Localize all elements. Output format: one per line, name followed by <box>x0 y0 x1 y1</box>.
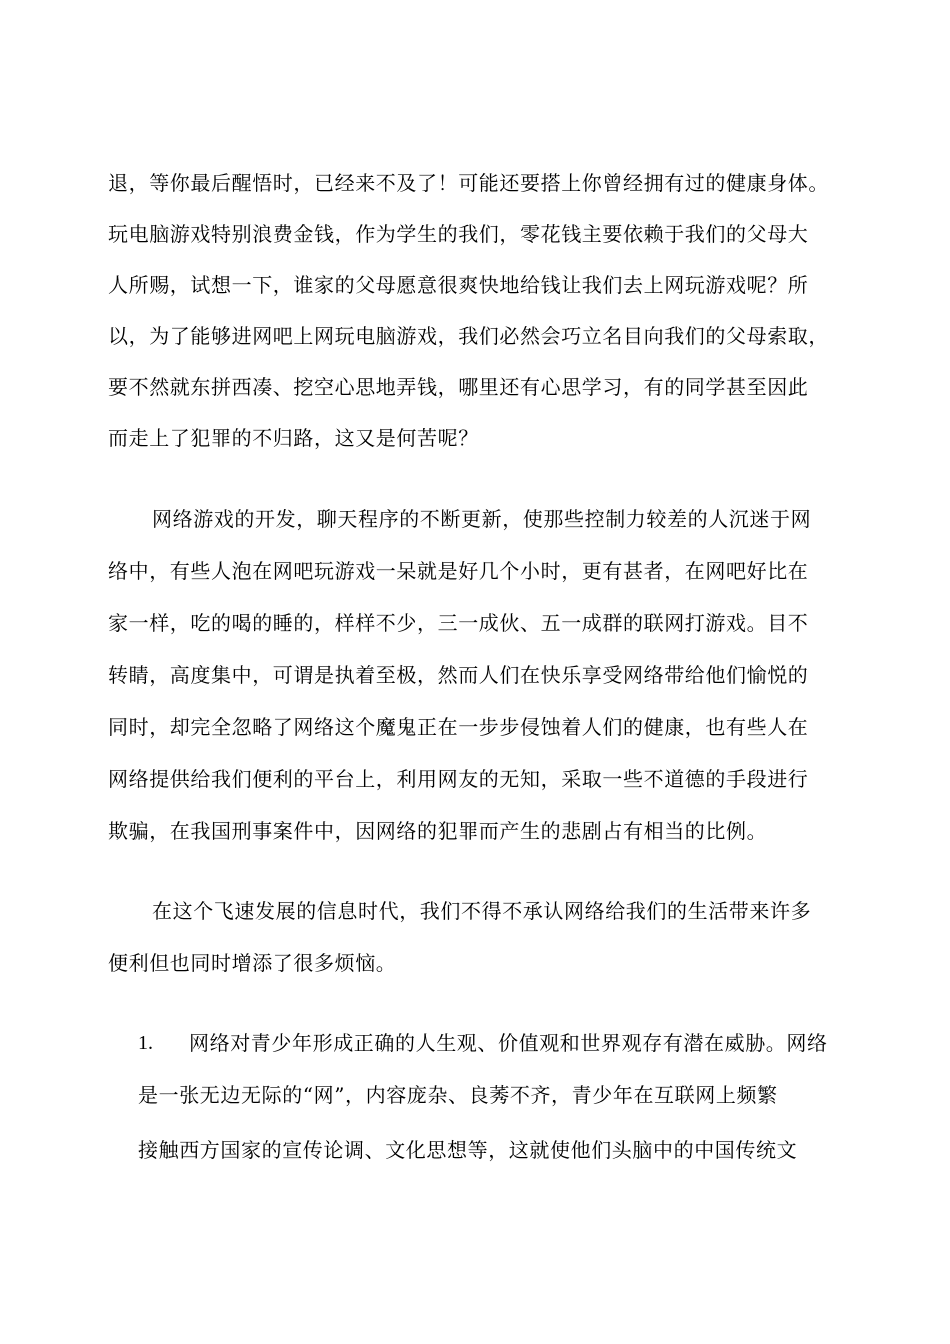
list-item-line-3: 接触西方国家的宣传论调、文化思想等，这就使他们头脑中的中国传统文 <box>138 1138 798 1162</box>
paragraph-2-line-7: 欺骗，在我国刑事案件中，因网络的犯罪而产生的悲剧占有相当的比例。 <box>108 819 768 843</box>
paragraph-3-line-2: 便利但也同时增添了很多烦恼。 <box>108 951 397 975</box>
paragraph-1-line-3: 人所赐，试想一下，谁家的父母愿意很爽快地给钱让我们去上网玩游戏呢？所 <box>108 273 809 297</box>
list-item-line-2: 是一张无边无际的“网”，内容庞杂、良莠不齐，青少年在互联网上频繁 <box>138 1083 778 1107</box>
paragraph-1-line-1: 退，等你最后醒悟时，已经来不及了！可能还要搭上你曾经拥有过的健康身体。 <box>108 171 829 195</box>
paragraph-2-line-5: 同时，却完全忽略了网络这个魔鬼正在一步步侵蚀着人们的健康，也有些人在 <box>108 715 809 739</box>
paragraph-1-line-4: 以，为了能够进网吧上网玩电脑游戏，我们必然会巧立名目向我们的父母索取， <box>108 324 829 348</box>
paragraph-2-line-3: 家一样，吃的喝的睡的，样样不少，三一成伙、五一成群的联网打游戏。目不 <box>108 611 809 635</box>
paragraph-1-line-5: 要不然就东拼西凑、挖空心思地弄钱，哪里还有心思学习，有的同学甚至因此 <box>108 375 809 399</box>
paragraph-1-line-2: 玩电脑游戏特别浪费金钱，作为学生的我们，零花钱主要依赖于我们的父母大 <box>108 222 809 246</box>
paragraph-1-line-6: 而走上了犯罪的不归路，这又是何苦呢？ <box>108 426 479 450</box>
paragraph-2-line-1: 网络游戏的开发，聊天程序的不断更新，使那些控制力较差的人沉迷于网 <box>152 507 812 531</box>
paragraph-2-line-2: 络中，有些人泡在网吧玩游戏一呆就是好几个小时，更有甚者，在网吧好比在 <box>108 559 809 583</box>
paragraph-3-line-1: 在这个飞速发展的信息时代，我们不得不承认网络给我们的生活带来许多 <box>152 899 812 923</box>
paragraph-2-line-6: 网络提供给我们便利的平台上，利用网友的无知，采取一些不道德的手段进行 <box>108 767 809 791</box>
list-item-line-1: 网络对青少年形成正确的人生观、价值观和世界观存有潜在威胁。网络 <box>189 1031 828 1055</box>
list-item-number: 1. <box>138 1032 153 1054</box>
paragraph-2-line-4: 转睛，高度集中，可谓是执着至极，然而人们在快乐享受网络带给他们愉悦的 <box>108 663 809 687</box>
